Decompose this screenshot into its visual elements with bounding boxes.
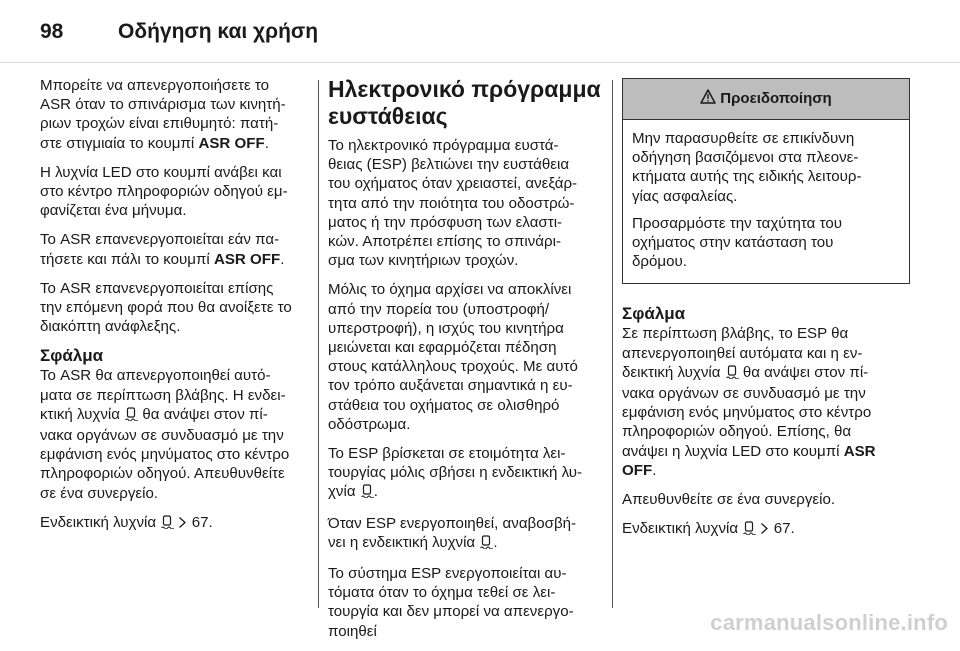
text-line: πληροφοριών οδηγού. Απευθυνθείτε xyxy=(40,465,285,483)
warning-paragraph xyxy=(632,214,901,272)
text-fragment: . xyxy=(373,483,378,501)
paragraph-indicator-ref xyxy=(622,519,908,540)
text-line: Το ηλεκτρονικό πρόγραμμα ευστά- xyxy=(328,137,559,154)
text-line: τουργίας μόλις σβήσει η ενδεικτική λυ- xyxy=(328,464,583,482)
text-line xyxy=(40,513,308,534)
traction-warning-lamp-icon xyxy=(725,365,739,384)
text-line: σε ένα συνεργείο. xyxy=(40,484,159,502)
warning-body xyxy=(623,120,909,283)
traction-warning-lamp-icon xyxy=(742,521,756,540)
paragraph-esp-fault xyxy=(622,324,908,480)
traction-warning-lamp-icon xyxy=(160,515,174,534)
asr-off-label: ASR OFF xyxy=(198,134,265,152)
header-divider xyxy=(0,62,960,63)
text-line: μειώνεται και εφαρμόζεται πέδηση xyxy=(328,339,557,357)
text-line: Το ASR επανενεργοποιείται εάν πα- xyxy=(40,231,280,249)
paragraph-esp-ready xyxy=(328,444,604,504)
text-line: οχήματος στην κατάσταση του xyxy=(632,234,834,252)
text-line: στο κέντρο πληροφοριών οδηγού εμ- xyxy=(40,183,288,201)
text-line: στάθεια του οχήματος σε ολισθηρό xyxy=(328,396,560,414)
warning-title: Προειδοποίηση xyxy=(720,90,832,108)
text-line: πληροφοριών οδηγού. Επίσης, θα xyxy=(622,423,852,441)
warning-header xyxy=(623,79,909,120)
text-line: νακα οργάνων σε συνδυασμό με την xyxy=(622,385,866,403)
page-reference-link[interactable]: 67. xyxy=(773,520,795,538)
text-line: απενεργοποιηθεί αυτόματα και η εν- xyxy=(622,344,863,362)
traction-warning-lamp-icon xyxy=(124,407,138,426)
text-fragment: τήσετε και πάλι το κουμπί xyxy=(40,250,214,268)
text-fragment: Ενδεικτική λυχνία xyxy=(622,520,743,538)
text-line: από την πορεία του (υποστροφή/ xyxy=(328,300,550,318)
text-fragment: . xyxy=(280,250,285,268)
text-line: Η λυχνία LED στο κουμπί ανάβει και xyxy=(40,163,282,181)
section-title-esp xyxy=(328,76,604,130)
paragraph-esp-action xyxy=(328,280,604,434)
text-fragment: . xyxy=(264,134,269,152)
text-line: Μόλις το όχημα αρχίσει να αποκλίνει xyxy=(328,281,572,299)
text-line xyxy=(40,250,308,269)
text-line xyxy=(328,482,604,503)
column-right xyxy=(622,78,908,550)
paragraph-fault xyxy=(40,366,308,502)
text-line: θειας (ESP) βελτιώνει την ευστάθεια xyxy=(328,156,570,174)
text-line: ποιηθεί xyxy=(328,622,377,640)
text-line: ματα σε περίπτωση βλάβης. Η ενδει- xyxy=(40,386,286,404)
text-line: σμα των κινητήριων τροχών. xyxy=(328,252,519,270)
section-heading-fault: Σφάλμα xyxy=(622,304,686,324)
title-line: ευστάθειας xyxy=(328,103,448,129)
page-reference-arrow-icon[interactable] xyxy=(760,521,769,540)
text-fragment: ανάψει η λυχνία LED στο κουμπί xyxy=(622,442,844,460)
text-line: νακα οργάνων σε συνδυασμό με την xyxy=(40,427,284,445)
text-line: Προσαρμόστε την ταχύτητα του xyxy=(632,214,842,232)
text-line: Απευθυνθείτε σε ένα συνεργείο. xyxy=(622,491,836,509)
section-heading-fault: Σφάλμα xyxy=(40,346,104,366)
text-fragment: δεικτική λυχνία xyxy=(622,363,725,381)
text-fragment: θα ανάψει στον πί- xyxy=(138,405,268,423)
warning-triangle-icon xyxy=(700,89,720,109)
text-line: κών. Αποτρέπει επίσης το σπινάρι- xyxy=(328,233,561,251)
page-header xyxy=(40,20,318,44)
text-line: φανίζεται ένα μήνυμα. xyxy=(40,202,187,220)
title-line: Ηλεκτρονικό πρόγραμμα xyxy=(328,76,601,102)
text-fragment: . xyxy=(493,533,498,551)
asr-off-label: ASR OFF xyxy=(213,250,281,268)
text-line xyxy=(622,363,908,384)
text-line: Το σύστημα ESP ενεργοποιείται αυ- xyxy=(328,565,567,583)
warning-box xyxy=(622,78,910,284)
text-line: τουργία και δεν μπορεί να απενεργο- xyxy=(328,603,574,621)
text-line: εμφάνιση ενός μηνύματος στο κέντρο xyxy=(40,446,290,464)
text-line: εμφάνιση ενός μηνύματος στο κέντρο xyxy=(622,404,872,422)
text-line: τον τρόπο αυξάνεται σημαντικά η ευ- xyxy=(328,377,573,395)
text-line: Μην παρασυρθείτε σε επικίνδυνη xyxy=(632,130,855,147)
text-line xyxy=(40,134,308,153)
watermark: carmanualsonline.info xyxy=(710,610,948,635)
warning-paragraph xyxy=(632,129,901,206)
text-fragment: κτική λυχνία xyxy=(40,405,125,423)
asr-label: ASR xyxy=(843,442,876,460)
page-reference-link[interactable]: 67. xyxy=(191,513,213,531)
text-line xyxy=(622,461,908,480)
column-left xyxy=(40,76,308,544)
paragraph-service xyxy=(622,490,908,509)
column-middle xyxy=(328,76,604,651)
text-line: την επόμενη φορά που θα ανοίξετε το xyxy=(40,299,292,317)
text-line: τητα από την ποιότητα του οδοστρώ- xyxy=(328,194,575,212)
text-fragment: στε στιγμιαία το κουμπί xyxy=(40,134,199,152)
text-line: Όταν ESP ενεργοποιηθεί, αναβοσβή- xyxy=(328,514,577,532)
column-divider xyxy=(612,80,613,608)
text-fragment: νει η ενδεικτική λυχνία xyxy=(328,533,480,551)
text-fragment: Ενδεικτική λυχνία xyxy=(40,513,161,531)
text-line: Σε περίπτωση βλάβης, το ESP θα xyxy=(622,325,849,343)
text-line: Μπορείτε να απενεργοποιήσετε το xyxy=(40,77,270,94)
traction-warning-lamp-icon xyxy=(360,484,374,503)
page-reference-arrow-icon[interactable] xyxy=(178,515,187,534)
text-line: Το ESP βρίσκεται σε ετοιμότητα λει- xyxy=(328,445,566,463)
paragraph-reactivate xyxy=(40,230,308,268)
text-line: ματος ή την πρόσφυση των ελαστι- xyxy=(328,213,563,231)
text-line: δρόμου. xyxy=(632,253,687,271)
text-line: του οχήματος όταν χρειαστεί, ανεξάρ- xyxy=(328,175,578,193)
paragraph-ignition xyxy=(40,279,308,337)
chapter-title: Οδήγηση και χρήση xyxy=(118,20,319,43)
paragraph-asr-off xyxy=(40,76,308,153)
text-line: Το ASR επανενεργοποιείται επίσης xyxy=(40,279,274,297)
text-line: υπερστροφή), η ισχύς του κινητήρα xyxy=(328,319,564,337)
paragraph-esp-intro xyxy=(328,136,604,270)
text-line: οδήγηση βασιζόμενοι στα πλεονε- xyxy=(632,149,859,167)
text-line: γίας ασφαλείας. xyxy=(632,187,738,205)
text-line xyxy=(40,405,308,426)
traction-warning-lamp-icon xyxy=(479,535,493,554)
text-line: ριων τροχών είναι επιθυμητό: πατή- xyxy=(40,115,279,133)
text-line: στους κατάλληλους τροχούς. Με αυτό xyxy=(328,358,578,376)
text-line: Το ASR θα απενεργοποιηθεί αυτό- xyxy=(40,367,271,385)
paragraph-esp-active xyxy=(328,514,604,554)
text-line xyxy=(328,533,604,554)
off-label: OFF xyxy=(622,461,653,479)
text-fragment: χνία xyxy=(328,483,360,501)
paragraph-led xyxy=(40,163,308,221)
text-line xyxy=(622,442,908,461)
text-fragment: . xyxy=(652,461,657,479)
text-line xyxy=(622,519,908,540)
text-fragment: θα ανάψει στον πί- xyxy=(738,363,869,381)
text-line: τόματα όταν το όχημα τεθεί σε λει- xyxy=(328,584,556,602)
column-divider xyxy=(318,80,319,608)
paragraph-indicator-ref xyxy=(40,513,308,534)
text-line: διακόπτη ανάφλεξης. xyxy=(40,318,181,336)
text-line: οδόστρωμα. xyxy=(328,415,411,433)
text-line: ASR όταν το σπινάρισμα των κινητή- xyxy=(40,96,286,114)
text-line: κτήματα αυτής της ειδικής λειτουρ- xyxy=(632,168,862,186)
page-number: 98 xyxy=(40,20,64,43)
